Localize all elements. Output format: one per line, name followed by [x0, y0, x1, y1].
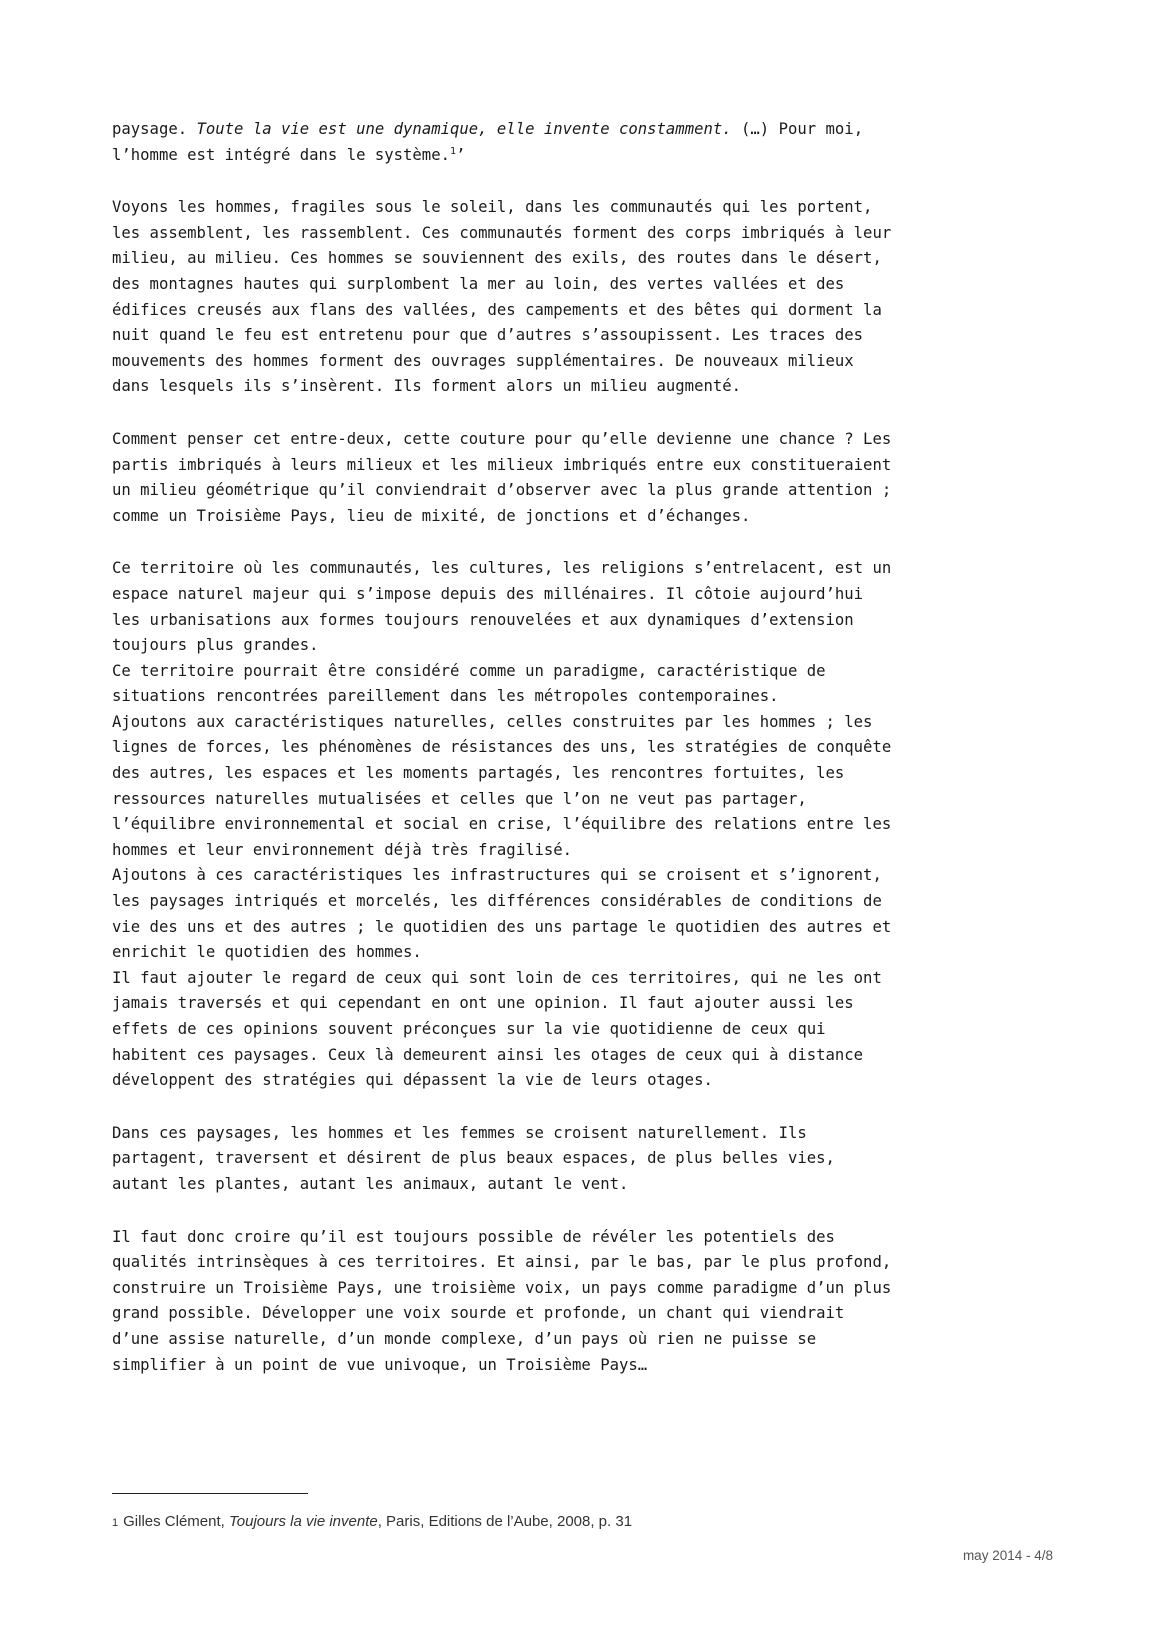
text-line: effets de ces opinions souvent préconçues sur la vie quotidienne de ceux qui — [112, 1020, 826, 1038]
paragraph-quote-continuation — [112, 117, 1032, 168]
text-line: dans lesquels ils s’insèrent. Ils forment alors un milieu augmenté. — [112, 377, 742, 396]
text-line: toujours plus grandes. — [112, 636, 319, 655]
text-line: lignes de forces, les phénomènes de résistances des uns, les stratégies de conquête — [112, 738, 892, 757]
text-line: hommes et leur environnement déjà très fragilisé. — [112, 840, 573, 859]
text-line: des autres, les espaces et les moments partagés, les rencontres fortuites, les — [112, 764, 845, 783]
text-line: Voyons les hommes, fragiles sous le soleil, dans les communautés qui les portent, — [112, 198, 873, 217]
text-line: Il faut donc croire qu’il est toujours possible de révéler les potentiels des — [112, 1227, 835, 1246]
text-line: espace naturel majeur qui s’impose depuis des millénaires. Il côtoie aujourd’hui — [112, 584, 864, 603]
text-line: autant les plantes, autant les animaux, autant le vent. — [112, 1174, 629, 1193]
italic-quote: Toute la vie est une dynamique, elle invente constamment. — [196, 120, 732, 138]
paragraph-entre-deux — [112, 427, 1032, 529]
text-line: enrichit le quotidien des hommes. — [112, 943, 422, 962]
footnote-marker[interactable]: 1 — [449, 145, 457, 157]
text-line: jamais traversés et qui cependant en ont une opinion. Il faut ajouter aussi les — [112, 994, 854, 1013]
text-line: mouvements des hommes forment des ouvrages supplémentaires. De nouveaux milieux — [112, 351, 854, 370]
text-line: ressources naturelles mutualisées et celles que l’on ne veut pas partager, — [112, 789, 807, 808]
text-line: simplifier à un point de vue univoque, un Troisième Pays… — [112, 1355, 648, 1374]
paragraph-troisieme-pays — [112, 1225, 1032, 1379]
text-line: Ce territoire où les communautés, les cultures, les religions s’entrelacent, est un — [112, 559, 892, 578]
text-line: Dans ces paysages, les hommes et les femmes se croisent naturellement. Ils — [112, 1123, 807, 1142]
text-line: Ajoutons à ces caractéristiques les infrastructures qui se croisent et s’ignorent, — [112, 866, 882, 885]
text-line: vie des uns et des autres ; le quotidien des uns partage le quotidien des autres et — [112, 917, 892, 936]
page-number: may 2014 - 4/8 — [962, 1548, 1053, 1563]
text-line: grand possible. Développer une voix sourde et profonde, un chant qui viendrait — [112, 1304, 845, 1323]
footnote-number: 1 — [112, 1517, 119, 1529]
text-line: comme un Troisième Pays, lieu de mixité, de jonctions et d’échanges. — [112, 506, 751, 525]
text-line: édifices creusés aux flans des vallées, des campements et des bêtes qui dorment la — [112, 300, 882, 319]
footnote: 1 Gilles Clément, Toujours la vie invente, Paris, Editions de l’Aube, 2008, p. 31 — [112, 1513, 633, 1530]
text-line: situations rencontrées pareillement dans les métropoles contemporaines. — [112, 687, 779, 706]
text-line: un milieu géométrique qu’il conviendrait d’observer avec la plus grande attention ; — [112, 481, 892, 500]
text-line: les assemblent, les rassemblent. Ces communautés forment des corps imbriqués à leur — [112, 223, 892, 242]
paragraph-voyons-les-hommes — [112, 195, 1032, 400]
text-line: nuit quand le feu est entretenu pour que d’autres s’assoupissent. Les traces des — [112, 326, 864, 345]
text-line: d’une assise naturelle, d’un monde complexe, d’un pays où rien ne puisse se — [112, 1329, 817, 1348]
text-line: les paysages intriqués et morcelés, les différences considérables de conditions de — [112, 892, 882, 911]
footnote-book-title: Toujours la vie invente — [229, 1513, 378, 1530]
text-line: habitent ces paysages. Ceux là demeurent ainsi les otages de ceux qui à distance — [112, 1045, 864, 1064]
text-line: partagent, traversent et désirent de plus beaux espaces, de plus belles vies, — [112, 1149, 835, 1168]
text-line: partis imbriqués à leurs milieux et les milieux imbriqués entre eux constitueraient — [112, 455, 892, 474]
paragraph-dans-ces-paysages — [112, 1121, 1032, 1198]
text-line: construire un Troisième Pays, une troisième voix, un pays comme paradigme d’un plus — [112, 1278, 892, 1297]
text-line: Ajoutons aux caractéristiques naturelles, celles construites par les hommes ; les — [112, 712, 873, 731]
text-line: milieu, au milieu. Ces hommes se souviennent des exils, des routes dans le désert, — [112, 249, 882, 268]
text-line: des montagnes hautes qui surplombent la mer au loin, des vertes vallées et des — [112, 274, 845, 293]
text-line: l’homme est intégré dans le système.$^1$’ — [112, 145, 466, 164]
text-line: les urbanisations aux formes toujours renouvelées et aux dynamiques d’extension — [112, 610, 854, 629]
text-line: Il faut ajouter le regard de ceux qui sont loin de ces territoires, qui ne les ont — [112, 968, 882, 987]
text-line: développent des stratégies qui dépassent la vie de leurs otages. — [112, 1071, 713, 1090]
text-line: qualités intrinsèques à ces territoires. Et ainsi, par le bas, par le plus profond, — [112, 1253, 892, 1272]
text-line: paysage. Toute la vie est une dynamique, elle invente constamment. (…) Pour moi, — [112, 120, 864, 138]
text-line: Ce territoire pourrait être considéré comme un paradigme, caractéristique de — [112, 661, 826, 680]
text-line: l’équilibre environnemental et social en crise, l’équilibre des relations entre les — [112, 815, 892, 834]
footnote-separator — [112, 1493, 308, 1494]
paragraph-ce-territoire — [112, 556, 1032, 1093]
body-text — [112, 117, 1032, 1378]
text-line: Comment penser cet entre-deux, cette couture pour qu’elle devienne une chance ? Les — [112, 429, 892, 448]
